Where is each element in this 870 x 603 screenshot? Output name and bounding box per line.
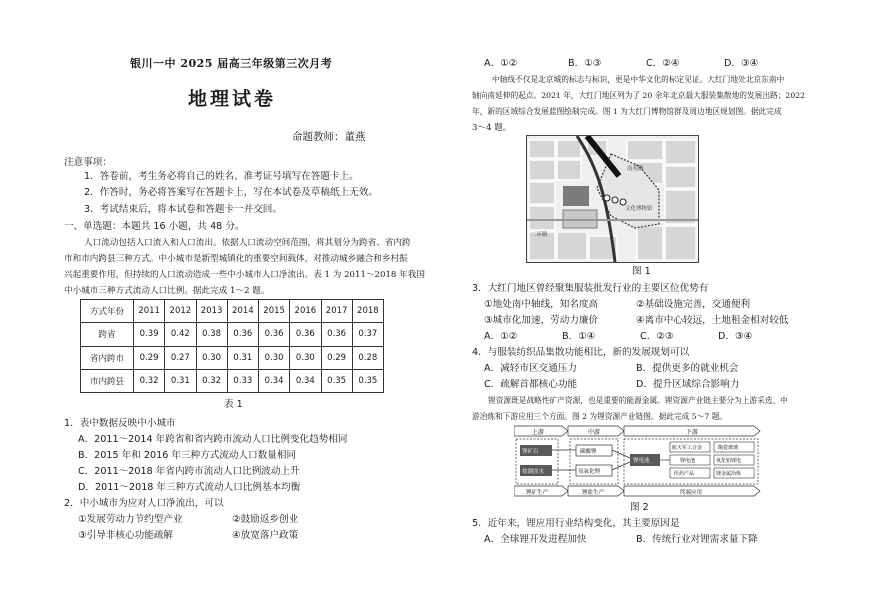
- note-2: 2．作答时，务必将答案写在答题卡上，写在本试卷及草稿纸上无效。: [84, 187, 378, 198]
- planning-map: [526, 135, 699, 263]
- map-label-museum: 文化博物馆: [625, 206, 653, 212]
- table-cell: 0.30: [259, 346, 290, 369]
- table-cell: 0.28: [352, 346, 383, 369]
- q3-answer-d: D．③④: [718, 331, 753, 342]
- table-cell: 省内跨市: [81, 346, 134, 369]
- table-cell: 0.31: [227, 346, 258, 369]
- table-cell: 0.36: [290, 323, 321, 346]
- fig2-caption: 图 2: [630, 502, 649, 513]
- table-cell: 2016: [290, 300, 321, 323]
- q2-option-1: ①发展劳动力节约型产业: [78, 514, 183, 525]
- stage-midstream: 中游: [588, 429, 601, 436]
- q5-option-b: B．传统行业对锂需求量下降: [636, 534, 758, 545]
- table-cell: 0.39: [134, 323, 165, 346]
- intro2-line3: 年，新的区域综合发展蓝图绘制完成。图 1 为大红门博物馆群及周边地区规划图。据此完成: [472, 107, 782, 116]
- table-cell: 跨省: [81, 323, 134, 346]
- table-cell: 0.29: [134, 346, 165, 369]
- lithium-chain-drawing: [514, 424, 761, 498]
- table-cell: 2015: [259, 300, 290, 323]
- q5-option-a: A．全球锂开发进程加快: [484, 534, 587, 545]
- table-cell: 0.33: [227, 369, 258, 392]
- box-oxide: 氧化铝锂电: [716, 458, 742, 464]
- intro1-line1: 人口流动包括人口流入和人口流出。依据人口流动空间范围，将其划分为跨省、省内跨: [84, 238, 411, 248]
- table-row: [81, 346, 384, 369]
- q3-option-3: ③城市化加速，劳动力廉价: [484, 315, 599, 326]
- table-row: [81, 369, 384, 392]
- q2-answer-b: B．①③: [568, 58, 602, 69]
- q2-answer-d: D．③④: [724, 58, 759, 69]
- q2-option-3: ③引导非核心功能疏解: [78, 530, 173, 541]
- table-caption: 表 1: [224, 399, 243, 410]
- box-metal: 锂金属冶炼: [716, 471, 742, 477]
- table-cell: 0.32: [196, 369, 227, 392]
- table-cell: 2018: [352, 300, 383, 323]
- map-label-road: 南苑路: [627, 166, 644, 172]
- q3-answer-a: A．①②: [484, 331, 518, 342]
- q4-option-b: B．提供更多的就业机会: [636, 363, 739, 374]
- intro3-line2: 游冶炼和下游应用三个方面。图 2 为锂资源产业链图。据此完成 5～7 题。: [472, 412, 728, 421]
- table-cell: 市内跨县: [81, 369, 134, 392]
- table-row: [81, 323, 384, 346]
- q1-option-d: D．2011～2018 年三种方式流动人口比例基本均衡: [78, 482, 301, 493]
- bottom-stage-3: 终端应用: [680, 490, 703, 496]
- table-cell: 0.29: [321, 346, 352, 369]
- q4-stem: 4．与服装纺织品集散功能相比，新的发展规划可以: [472, 347, 690, 358]
- q2-stem: 2．中小城市为应对人口净流出，可以: [64, 498, 224, 509]
- stage-downstream: 下游: [686, 429, 699, 436]
- fig1-caption: 图 1: [632, 266, 651, 277]
- table-cell: 0.31: [165, 369, 196, 392]
- intro1-line2: 市和市内跨县三种方式。中小城市是新型城镇化的重要空间载体，对推动城乡融合和乡村振: [64, 254, 408, 264]
- lithium-chain-diagram: [514, 424, 761, 498]
- box-medical: 医药产品: [674, 471, 695, 477]
- q3-option-1: ①地处南中轴线，知名度高: [484, 299, 599, 310]
- q5-stem: 5．近年来，锂应用行业结构变化，其主要原因是: [472, 518, 680, 529]
- table-cell: 0.37: [352, 323, 383, 346]
- q1-stem: 1．表中数据反映中小城市: [64, 418, 176, 429]
- table-cell: 2011: [134, 300, 165, 323]
- intro1-line3: 兴起重要作用，但持续的人口流动造成一些中小城市人口净流出。表 1 为 2011～2018 年我国: [64, 270, 425, 280]
- q2-answer-c: C．②④: [646, 58, 680, 69]
- table-cell: 0.32: [134, 369, 165, 392]
- stage-upstream: 上游: [532, 429, 545, 436]
- q2-option-4: ④放宽落户政策: [232, 530, 299, 541]
- table-cell: 2014: [227, 300, 258, 323]
- subject-title: 地理试卷: [188, 88, 277, 110]
- notes-title: 注意事项：: [64, 157, 112, 168]
- q1-option-a: A．2011～2014 年跨省和省内跨市流动人口比例变化趋势相同: [78, 434, 348, 445]
- q3-answer-b: B．①④: [562, 331, 596, 342]
- map-zone-dark: [563, 186, 589, 206]
- table-header-row: [81, 300, 384, 323]
- table-cell: 方式年份: [81, 300, 134, 323]
- box-core: 锂电池: [633, 458, 650, 464]
- q3-answer-c: C．②③: [640, 331, 674, 342]
- table-cell: 2012: [165, 300, 196, 323]
- box-ore: 锂矿石: [522, 449, 539, 455]
- table-cell: 0.30: [290, 346, 321, 369]
- table-cell: 0.34: [259, 369, 290, 392]
- table-cell: 0.42: [165, 323, 196, 346]
- table-cell: 0.36: [321, 323, 352, 346]
- note-3: 3．考试结束后，将本试卷和答题卡一并交回。: [84, 204, 282, 215]
- intro2-line1: 中轴线不仅是北京城的标志与标识，更是中华文化的标定见证。大红门地处北京东南中: [492, 75, 785, 84]
- table-cell: 0.36: [259, 323, 290, 346]
- intro3-line1: 锂资源既是战略性矿产资源，也是重要的能源金属。锂资源产业链主要分为上游采选、中: [488, 396, 788, 405]
- q3-stem: 3．大红门地区曾经聚集服装批发行业的主要区位优势有: [472, 283, 709, 294]
- table-1: [80, 299, 384, 393]
- note-1: 1．答卷前，考生务必将自己的姓名、准考证号填写在答题卡上。: [84, 171, 359, 182]
- q2-option-2: ②鼓励返乡创业: [232, 514, 299, 525]
- q4-option-a: A．减轻市区交通压力: [484, 363, 577, 374]
- q2-answer-a: A．①②: [484, 58, 518, 69]
- q3-option-4: ④离市中心较远，土地租金相对较低: [636, 315, 789, 326]
- map-drawing: [527, 136, 698, 262]
- q1-option-b: B．2015 年和 2016 年三种方式流动人口数量相同: [78, 450, 297, 461]
- table-cell: 0.35: [321, 369, 352, 392]
- table-cell: 0.35: [352, 369, 383, 392]
- table-cell: 0.30: [196, 346, 227, 369]
- school-title: 银川一中 2025 届高三年级第三次月考: [130, 57, 333, 70]
- map-label-ring: 二环路: [531, 232, 548, 238]
- q3-option-2: ②基础设施完善，交通便利: [636, 299, 751, 310]
- author: 命题教师：董燕: [292, 131, 366, 143]
- table-cell: 0.34: [290, 369, 321, 392]
- box-brine: 盐湖卤水: [522, 469, 545, 475]
- bottom-stage-1: 锂矿生产: [526, 490, 549, 496]
- table-cell: 0.38: [196, 323, 227, 346]
- q1-option-c: C．2011～2018 年省内跨市流动人口比例波动上升: [78, 466, 300, 477]
- table-cell: 0.27: [165, 346, 196, 369]
- table-cell: 2013: [196, 300, 227, 323]
- box-ceramic: 陶瓷玻璃: [718, 445, 739, 451]
- table-cell: 0.36: [227, 323, 258, 346]
- box-carbonate: 碳酸锂: [580, 449, 597, 455]
- box-aerospace: 航天军工合金: [672, 445, 703, 451]
- table-cell: 2017: [321, 300, 352, 323]
- section-heading: 一、单选题：本题共 16 小题，共 48 分。: [64, 221, 245, 232]
- q4-option-c: C．疏解首都核心功能: [484, 379, 578, 390]
- box-hydroxide: 氢氧化锂: [578, 469, 601, 475]
- intro2-line4: 3～4 题。: [472, 123, 512, 133]
- box-battery: 锂电池: [680, 458, 696, 464]
- intro2-line2: 轴向南延伸的起点。2021 年，大红门地区列为了 20 余年北京最大服装集散地的发展出路；2022: [472, 91, 805, 100]
- bottom-stage-2: 锂盐生产: [582, 490, 605, 496]
- q4-option-d: D．提升区域综合影响力: [636, 379, 740, 390]
- intro1-line4: 中小城市三种方式流动人口比例。据此完成 1～2 题。: [64, 286, 270, 296]
